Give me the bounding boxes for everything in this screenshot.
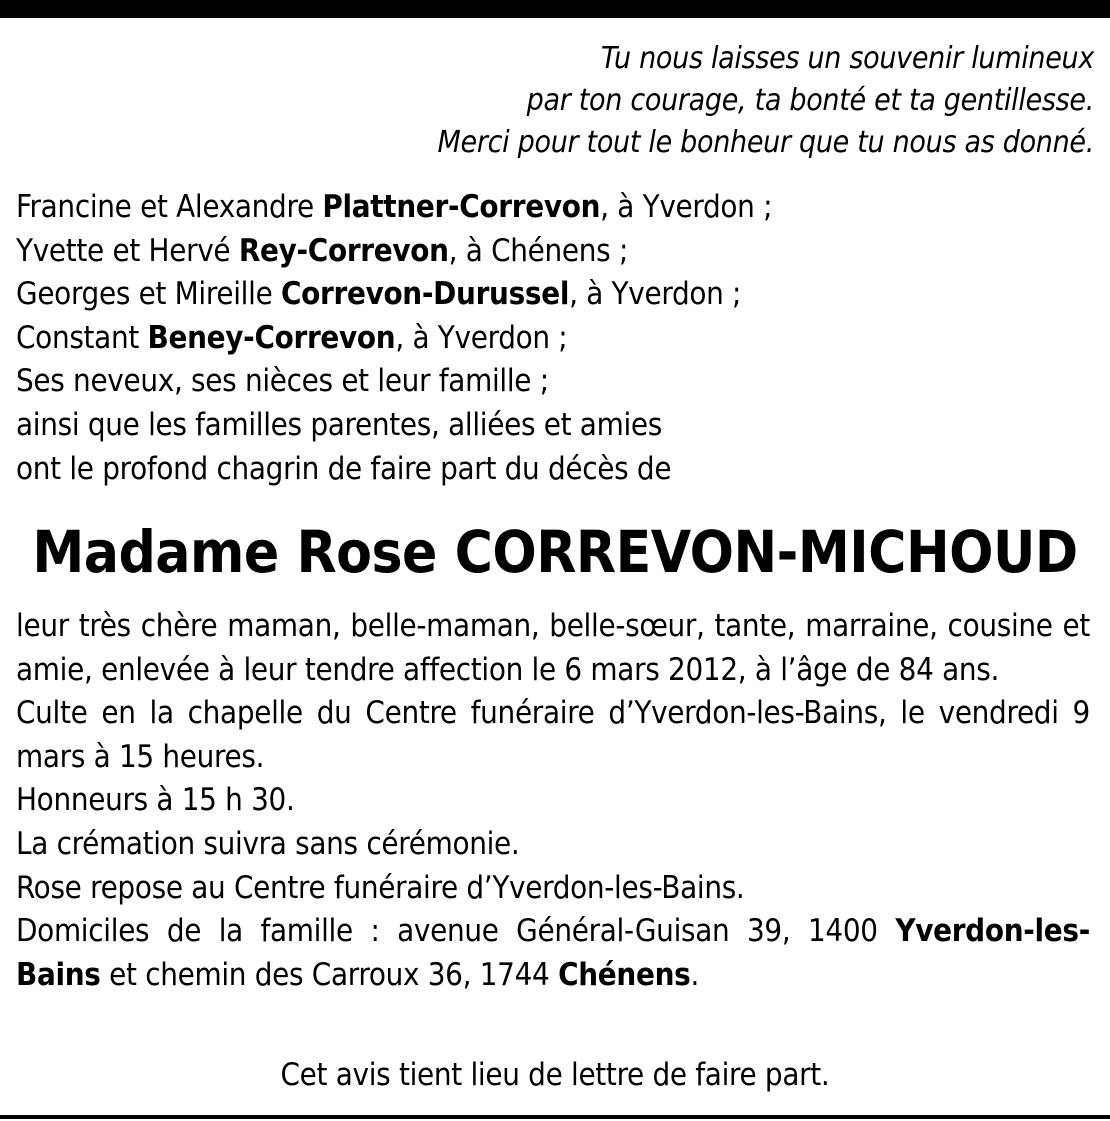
family-line-4-prefix: Constant bbox=[16, 319, 148, 356]
family-line-4-suffix: , à Yverdon ; bbox=[395, 319, 568, 356]
family-line-2 bbox=[16, 230, 772, 274]
family-line-7: ont le profond chagrin de faire part du décès de bbox=[16, 450, 672, 487]
home-address-prefix: Domiciles de la famille : avenue Général-Guisan 39, 1400 bbox=[16, 913, 896, 950]
family-line-2-surname: Rey-Correvon bbox=[238, 232, 449, 269]
rests-paragraph: Rose repose au Centre funéraire d’Yverdon-les-Bains. bbox=[16, 869, 745, 906]
tribute-paragraph: leur très chère maman, belle-maman, belle-sœur, tante, marraine, cousine et amie, enlevée à leur tendre affection le 6 mars 2012, à l’âge de 84 ans. bbox=[16, 608, 1090, 688]
family-line-1-surname: Plattner-Correvon bbox=[322, 189, 601, 225]
family-line-3-surname: Correvon-Durussel bbox=[281, 276, 570, 313]
family-list bbox=[16, 186, 772, 491]
home-city-1: Yverdon-les-Bains bbox=[16, 913, 1090, 993]
closing-note: Cet avis tient lieu de lettre de faire part. bbox=[280, 1057, 830, 1093]
honours-paragraph: Honneurs à 15 h 30. bbox=[16, 782, 295, 819]
family-line-4 bbox=[16, 317, 772, 361]
top-border-rule bbox=[0, 0, 1110, 18]
home-city-2: Chénens bbox=[558, 956, 691, 993]
family-line-2-suffix: , à Chénens ; bbox=[448, 232, 629, 269]
epigraph-line-3: Merci pour tout le bonheur que tu nous as donné. bbox=[437, 125, 1094, 160]
epigraph-quote bbox=[438, 38, 1094, 164]
family-line-3 bbox=[16, 273, 772, 317]
family-line-6: ainsi que les familles parentes, alliées et amies bbox=[16, 406, 663, 443]
cremation-paragraph: La crémation suivra sans cérémonie. bbox=[16, 825, 520, 862]
epigraph-line-1: Tu nous laisses un souvenir lumineux bbox=[600, 41, 1094, 76]
family-line-1 bbox=[16, 186, 772, 230]
notice-details bbox=[16, 605, 1090, 997]
service-paragraph: Culte en la chapelle du Centre funéraire d’Yverdon-les-Bains, le vendredi 9 mars à 15 heures. bbox=[16, 695, 1090, 775]
home-address-end: . bbox=[690, 956, 700, 993]
family-line-2-prefix: Yvette et Hervé bbox=[16, 232, 239, 269]
epigraph-line-2: par ton courage, ta bonté et ta gentillesse. bbox=[526, 83, 1094, 118]
family-line-3-suffix: , à Yverdon ; bbox=[569, 276, 742, 313]
home-address-paragraph bbox=[16, 910, 1090, 997]
home-address-middle: et chemin des Carroux 36, 1744 bbox=[100, 956, 559, 993]
deceased-name-heading: Madame Rose CORREVON-MICHOUD bbox=[32, 518, 1078, 586]
family-line-3-prefix: Georges et Mireille bbox=[16, 276, 281, 313]
family-line-1-suffix: , à Yverdon ; bbox=[600, 189, 773, 225]
family-line-5: Ses neveux, ses nièces et leur famille ; bbox=[16, 363, 549, 400]
family-line-1-prefix: Francine et Alexandre bbox=[16, 189, 323, 225]
bottom-border-rule bbox=[0, 1115, 1110, 1119]
family-line-4-surname: Beney-Correvon bbox=[147, 319, 396, 356]
